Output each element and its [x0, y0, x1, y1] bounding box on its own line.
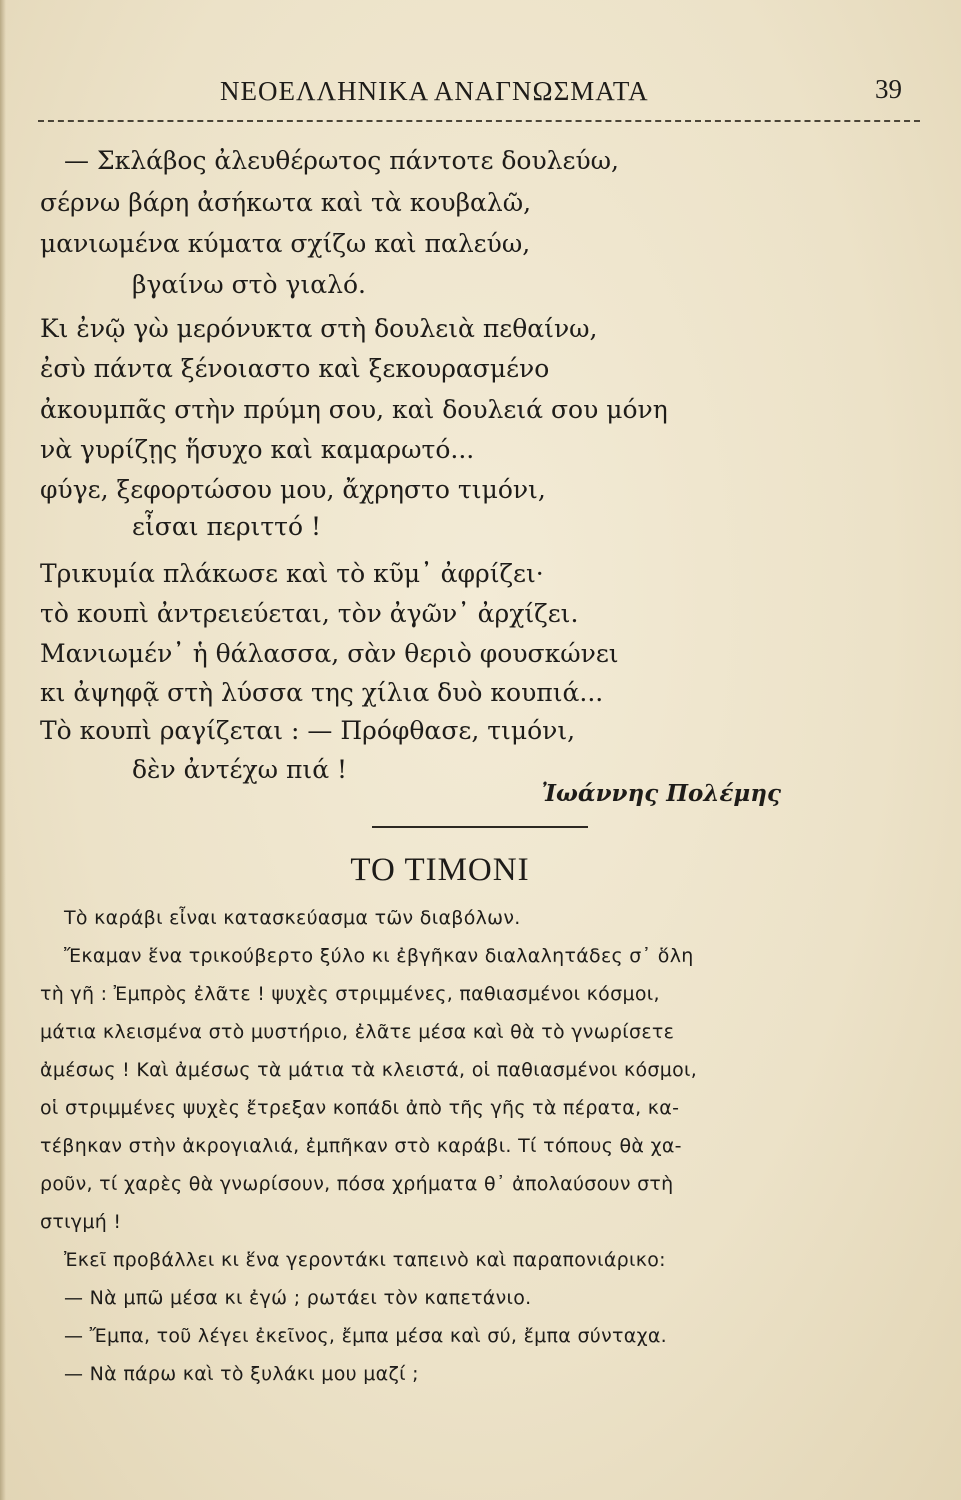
- prose-line: Ἐκεῖ προβάλλει κι ἕνα γεροντάκι ταπεινὸ καὶ παραπονιάρικο:: [64, 1249, 666, 1271]
- prose-line: — Νὰ πάρω καὶ τὸ ξυλάκι μου μαζί ;: [64, 1363, 419, 1385]
- page-number: 39: [875, 74, 902, 104]
- poem-line: σέρνω βάρη ἀσήκωτα καὶ τὰ κουβαλῶ,: [40, 188, 532, 217]
- prose-line: μάτια κλεισμένα στὸ μυστήριο, ἐλᾶτε μέσα καὶ θὰ τὸ γνωρίσετε: [40, 1021, 675, 1043]
- prose-line: οἱ στριμμένες ψυχὲς ἔτρεξαν κοπάδι ἀπὸ τῆς γῆς τὰ πέρατα, κα-: [40, 1097, 680, 1119]
- section-separator: [372, 826, 588, 828]
- prose-line: Τὸ καράβι εἶναι κατασκεύασμα τῶν διαβόλων.: [64, 907, 521, 929]
- prose-line: ἀμέσως ! Καὶ ἀμέσως τὰ μάτια τὰ κλειστά, οἱ παθιασμένοι κόσμοι,: [40, 1059, 698, 1081]
- prose-line: τὴ γῆ : Ἐμπρὸς ἐλᾶτε ! ψυχὲς στριμμένες, παθιασμένοι κόσμοι,: [40, 983, 660, 1005]
- header-rule: [38, 120, 920, 122]
- poem-line: φύγε, ξεφορτώσου μου, ἄχρηστο τιμόνι,: [40, 475, 546, 504]
- poem-line: Τρικυμία πλάκωσε καὶ τὸ κῦμ᾽ ἀφρίζει·: [40, 559, 544, 588]
- prose-line: — Νὰ μπῶ μέσα κι ἐγώ ; ρωτάει τὸν καπετάνιο.: [64, 1287, 532, 1309]
- poem-line: — Σκλάβος ἀλευθέρωτος πάντοτε δουλεύω,: [64, 146, 619, 175]
- page-header: [40, 72, 920, 112]
- poem-line: Κι ἐνῷ γὼ μερόνυκτα στὴ δουλειὰ πεθαίνω,: [40, 314, 598, 343]
- running-title: ΝΕΟΕΛΛΗΝΙΚΑ ΑΝΑΓΝΩΣΜΑΤΑ: [220, 76, 649, 106]
- poem-line: κι ἀψηφᾷ στὴ λύσσα της χίλια δυὸ κουπιά...: [40, 678, 604, 707]
- prose-line: Ἔκαμαν ἕνα τρικούβερτο ξύλο κι ἐβγῆκαν διαλαλητάδες σ᾽ ὅλη: [64, 945, 694, 967]
- page-binding-shadow: [0, 0, 6, 1500]
- poem-line: νὰ γυρίζῃς ἥσυχο καὶ καμαρωτό...: [40, 435, 475, 464]
- poem-line: μανιωμένα κύματα σχίζω καὶ παλεύω,: [40, 229, 531, 258]
- poem-line: τὸ κουπὶ ἀντρειεύεται, τὸν ἀγῶν᾽ ἀρχίζει.: [40, 599, 579, 628]
- prose-line: — Ἔμπα, τοῦ λέγει ἐκεῖνος, ἔμπα μέσα καὶ σύ, ἔμπα σύνταχα.: [64, 1325, 668, 1347]
- prose-title: ΤΟ ΤΙΜΟΝΙ: [350, 852, 530, 888]
- poem-line: βγαίνω στὸ γιαλό.: [132, 270, 366, 299]
- poem-line: δὲν ἀντέχω πιά !: [132, 755, 348, 784]
- poem-line: ἀκουμπᾶς στὴν πρύμη σου, καὶ δουλειά σου μόνη: [40, 395, 668, 424]
- poem-line: εἶσαι περιττό !: [132, 512, 322, 541]
- poem-line: ἐσὺ πάντα ξένοιαστο καὶ ξεκουρασμένο: [40, 354, 550, 383]
- prose-line: τέβηκαν στὴν ἀκρογιαλιά, ἐμπῆκαν στὸ καράβι. Τί τόπους θὰ χα-: [40, 1135, 682, 1157]
- poem-line: Τὸ κουπὶ ραγίζεται : — Πρόφθασε, τιμόνι,: [40, 716, 576, 745]
- poem-author: Ἰωάννης Πολέμης: [541, 780, 781, 807]
- poem-line: Μανιωμέν᾽ ἡ θάλασσα, σὰν θεριὸ φουσκώνει: [40, 639, 619, 668]
- prose-line: ροῦν, τί χαρὲς θὰ γνωρίσουν, πόσα χρήματα θ᾽ ἀπολαύσουν στὴ: [40, 1173, 674, 1195]
- prose-line: στιγμή !: [40, 1211, 122, 1233]
